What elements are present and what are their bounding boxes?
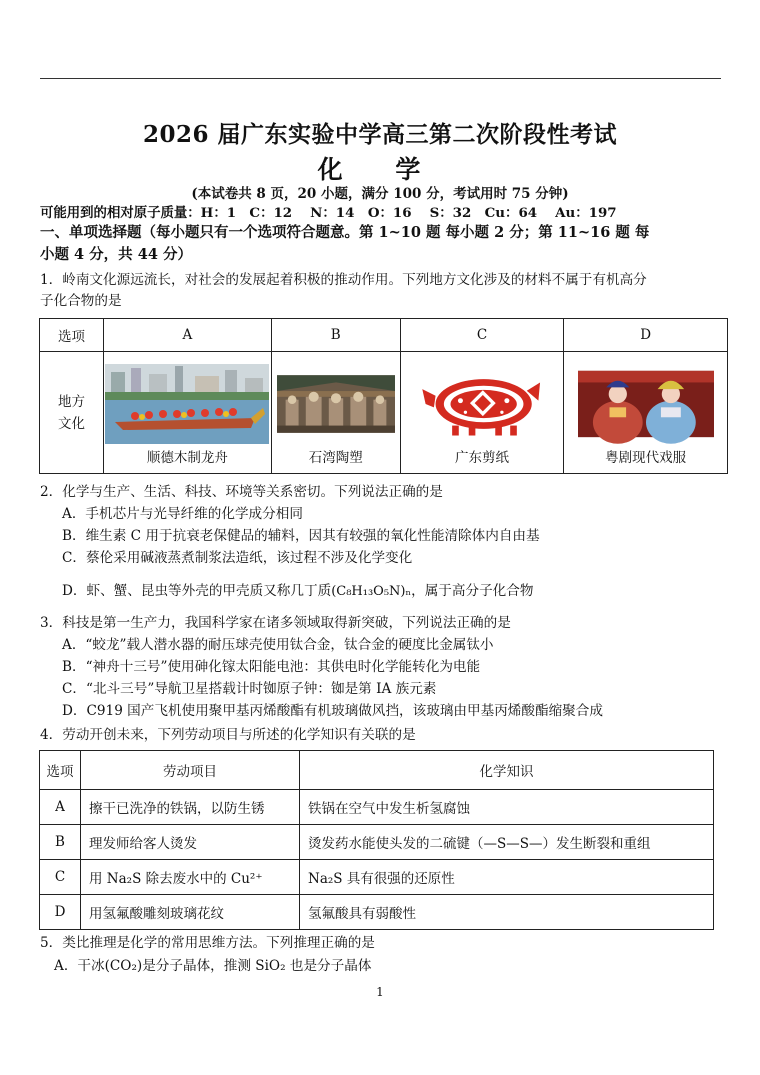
q1-row-header: 地方 文化 [40, 352, 104, 474]
opera-costume-image [578, 364, 714, 444]
table-row [40, 825, 714, 860]
page-number: 1 [376, 985, 384, 999]
q1-caption-b: 石湾陶塑 [308, 449, 363, 466]
q2-option-c: C．蔡伦采用碱液蒸煮制浆法造纸，该过程不涉及化学变化 [62, 550, 413, 566]
exam-note: (本试卷共 8 页，20 小题，满分 100 分，考试用时 75 分钟) [191, 186, 569, 202]
q4-row-d-option: D [40, 895, 81, 930]
q4-row-b-option: B [40, 825, 81, 860]
table-row [40, 895, 714, 930]
q2-option-d [62, 582, 533, 601]
q5-option-a: A．干冰(CO₂)是分子晶体，推测 SiO₂ 也是分子晶体 [54, 958, 372, 974]
q4-row-d-knowledge: 氢氟酸具有弱酸性 [300, 895, 714, 930]
q1-option-a [104, 352, 272, 474]
q1-option-letter-a: A [104, 319, 272, 352]
q4-row-b-labor: 理发师给客人烫发 [81, 825, 300, 860]
exam-title: 2026 届广东实验中学高三第二次阶段性考试 [142, 121, 618, 148]
table-row [40, 860, 714, 895]
q4-row-d-labor: 用氢氟酸雕刻玻璃花纹 [81, 895, 300, 930]
q4-row-c-option: C [40, 860, 81, 895]
q4-header-knowledge: 化学知识 [300, 751, 714, 790]
q4-stem: 4．劳动开创未来，下列劳动项目与所述的化学知识有关联的是 [40, 727, 416, 743]
q2-option-d-suffix: ，属于高分子化合物 [411, 583, 534, 599]
q1-col-header: 选项 [40, 319, 104, 352]
q4-header-option: 选项 [40, 751, 81, 790]
q1-option-letter-b: B [271, 319, 400, 352]
q4-row-a-labor: 擦干已洗净的铁锅，以防生锈 [81, 790, 300, 825]
q1-option-d [564, 352, 728, 474]
q4-row-a-option: A [40, 790, 81, 825]
q4-row-b-knowledge: 烫发药水能使头发的二硫键（—S—S—）发生断裂和重组 [300, 825, 714, 860]
q1-caption-d: 粤剧现代戏服 [605, 449, 687, 466]
chitin-formula: (C₈H₁₃O₅N)ₙ [331, 584, 412, 599]
q1-option-letter-d: D [564, 319, 728, 352]
q4-row-c-labor: 用 Na₂S 除去废水中的 Cu²⁺ [81, 860, 300, 895]
q1-caption-a: 顺德木制龙舟 [146, 449, 228, 466]
q2-stem: 2．化学与生产、生活、科技、环境等关系密切。下列说法正确的是 [40, 484, 443, 500]
atomic-masses: 可能用到的相对原子质量：H：1 C：12 N：14 O：16 S：32 Cu：64 Au：197 [40, 205, 617, 221]
q3-option-a: A．“蛟龙”载人潜水器的耐压球壳使用钛合金，钛合金的硬度比金属钛小 [62, 637, 494, 653]
q3-stem: 3．科技是第一生产力，我国科学家在诸多领域取得新突破，下列说法正确的是 [40, 615, 511, 631]
dragon-boat-image [105, 364, 269, 444]
q4-row-c-knowledge: Na₂S 具有很强的还原性 [300, 860, 714, 895]
subject-title: 化 学 [317, 155, 443, 184]
q1-stem-line2: 子化合物的是 [40, 293, 122, 309]
q1-caption-c: 广东剪纸 [455, 449, 510, 466]
paper-cut-pig-image [414, 364, 550, 444]
q4-table [39, 750, 714, 930]
shiwan-pottery-image [277, 364, 395, 444]
q1-table [39, 318, 728, 474]
q3-option-c: C．“北斗三号”导航卫星搭载计时铷原子钟：铷是第 IA 族元素 [62, 681, 437, 697]
q2-option-b: B．维生素 C 用于抗衰老保健品的辅料，因其有较强的氧化性能清除体内自由基 [62, 528, 540, 544]
q4-header-labor: 劳动项目 [81, 751, 300, 790]
q3-option-b: B．“神舟十三号”使用砷化镓太阳能电池：其供电时化学能转化为电能 [62, 659, 481, 675]
q3-option-d: D．C919 国产飞机使用聚甲基丙烯酸酯有机玻璃做风挡，该玻璃由甲基丙烯酸酯缩聚合成 [62, 703, 603, 719]
q1-option-b [271, 352, 400, 474]
q1-stem-line1: 1．岭南文化源远流长，对社会的发展起着积极的推动作用。下列地方文化涉及的材料不属于有机高分 [40, 272, 647, 288]
section-heading-line1: 一、单项选择题（每小题只有一个选项符合题意。第 1~10 题 每小题 2 分；第 11~16 题 每 [40, 224, 650, 241]
q1-option-letter-c: C [400, 319, 564, 352]
q4-row-a-knowledge: 铁锅在空气中发生析氢腐蚀 [300, 790, 714, 825]
header-rule [40, 78, 721, 79]
q2-option-a: A．手机芯片与光导纤维的化学成分相同 [62, 506, 303, 522]
q5-stem: 5．类比推理是化学的常用思维方法。下列推理正确的是 [40, 935, 375, 951]
table-row [40, 790, 714, 825]
section-heading-line2: 小题 4 分，共 44 分） [40, 246, 192, 263]
q1-option-c [400, 352, 564, 474]
q2-option-d-text: D．虾、蟹、昆虫等外壳的甲壳质又称几丁质 [62, 583, 332, 599]
